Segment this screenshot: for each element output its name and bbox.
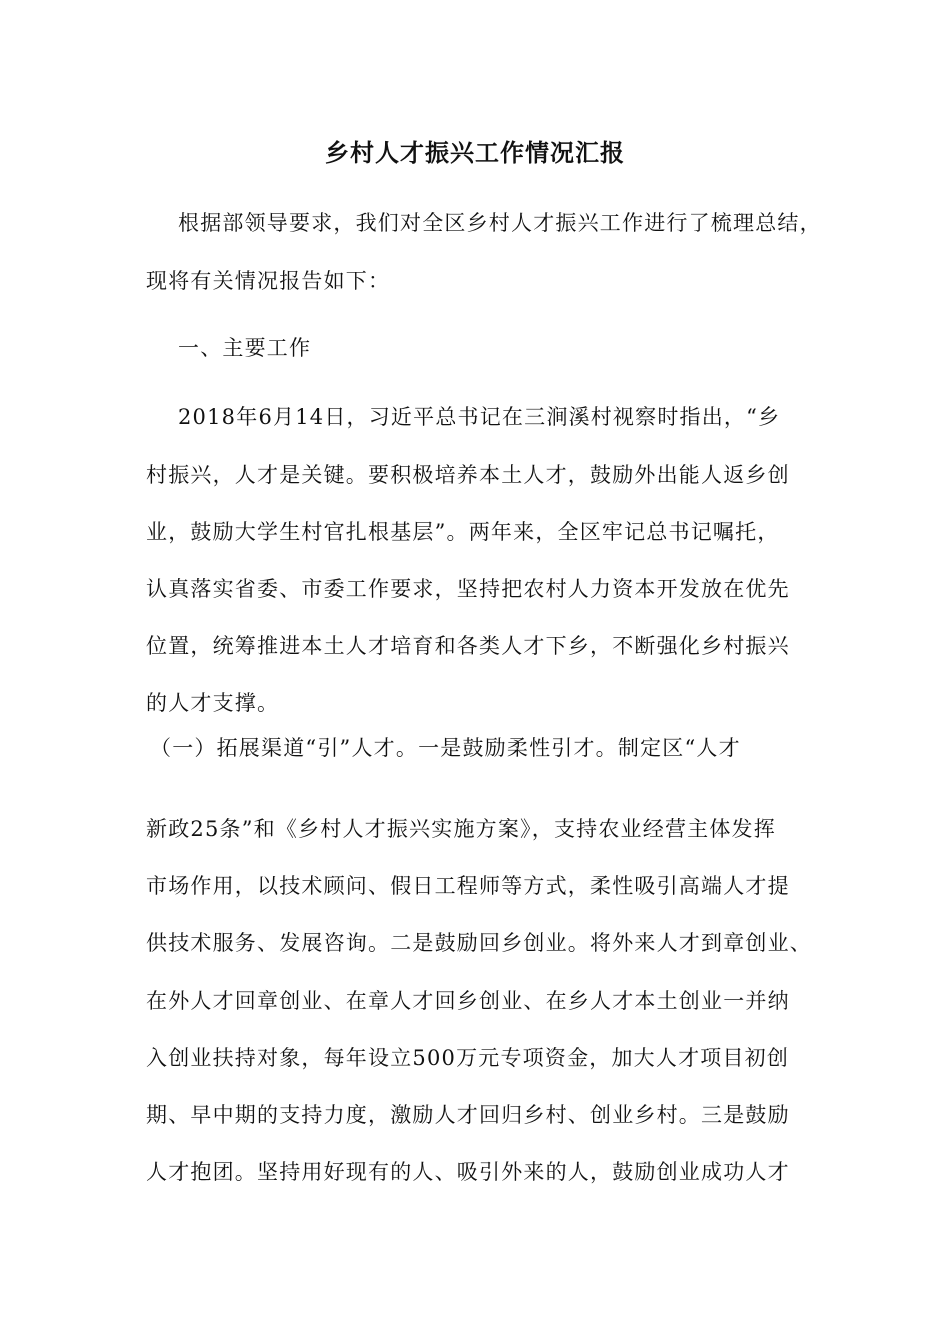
document-title: 乡村人才振兴工作情况汇报: [325, 138, 625, 167]
paragraph-line: （一）拓展渠道“引”人才。一是鼓励柔性引才。制定区“人才: [150, 736, 741, 760]
intro-line-1: 根据部领导要求，我们对全区乡村人才振兴工作进行了梳理总结，: [178, 211, 822, 235]
paragraph-line: 人才抱团。坚持用好现有的人、吸引外来的人，鼓励创业成功人才: [146, 1160, 790, 1184]
paragraph-line: 供技术服务、发展咨询。二是鼓励回乡创业。将外来人才到章创业、: [146, 931, 812, 955]
paragraph-line: 在外人才回章创业、在章人才回乡创业、在乡人才本土创业一并纳: [146, 989, 790, 1013]
paragraph-line: 2018年6月14日，习近平总书记在三涧溪村视察时指出，“乡: [178, 405, 781, 429]
paragraph-line: 村振兴，人才是关键。要积极培养本土人才，鼓励外出能人返乡创: [146, 463, 790, 487]
paragraph-line: 市场作用，以技术顾问、假日工程师等方式，柔性吸引高端人才提: [146, 874, 790, 898]
intro-line-2: 现将有关情况报告如下：: [146, 269, 391, 293]
paragraph-line: 业，鼓励大学生村官扎根基层”。两年来，全区牢记总书记嘱托，: [146, 520, 780, 544]
paragraph-line: 期、早中期的支持力度，激励人才回归乡村、创业乡村。三是鼓励: [146, 1103, 790, 1127]
paragraph-line: 认真落实省委、市委工作要求，坚持把农村人力资本开发放在优先: [146, 577, 790, 601]
paragraph-line: 的人才支撑。: [146, 691, 280, 715]
paragraph-line: 新政25条”和《乡村人才振兴实施方案》，支持农业经营主体发挥: [146, 817, 776, 841]
paragraph-line: 入创业扶持对象，每年设立500万元专项资金，加大人才项目初创: [146, 1046, 790, 1070]
paragraph-line: 位置，统筹推进本土人才培育和各类人才下乡，不断强化乡村振兴: [146, 634, 790, 658]
section-heading: 一、主要工作: [178, 336, 312, 360]
